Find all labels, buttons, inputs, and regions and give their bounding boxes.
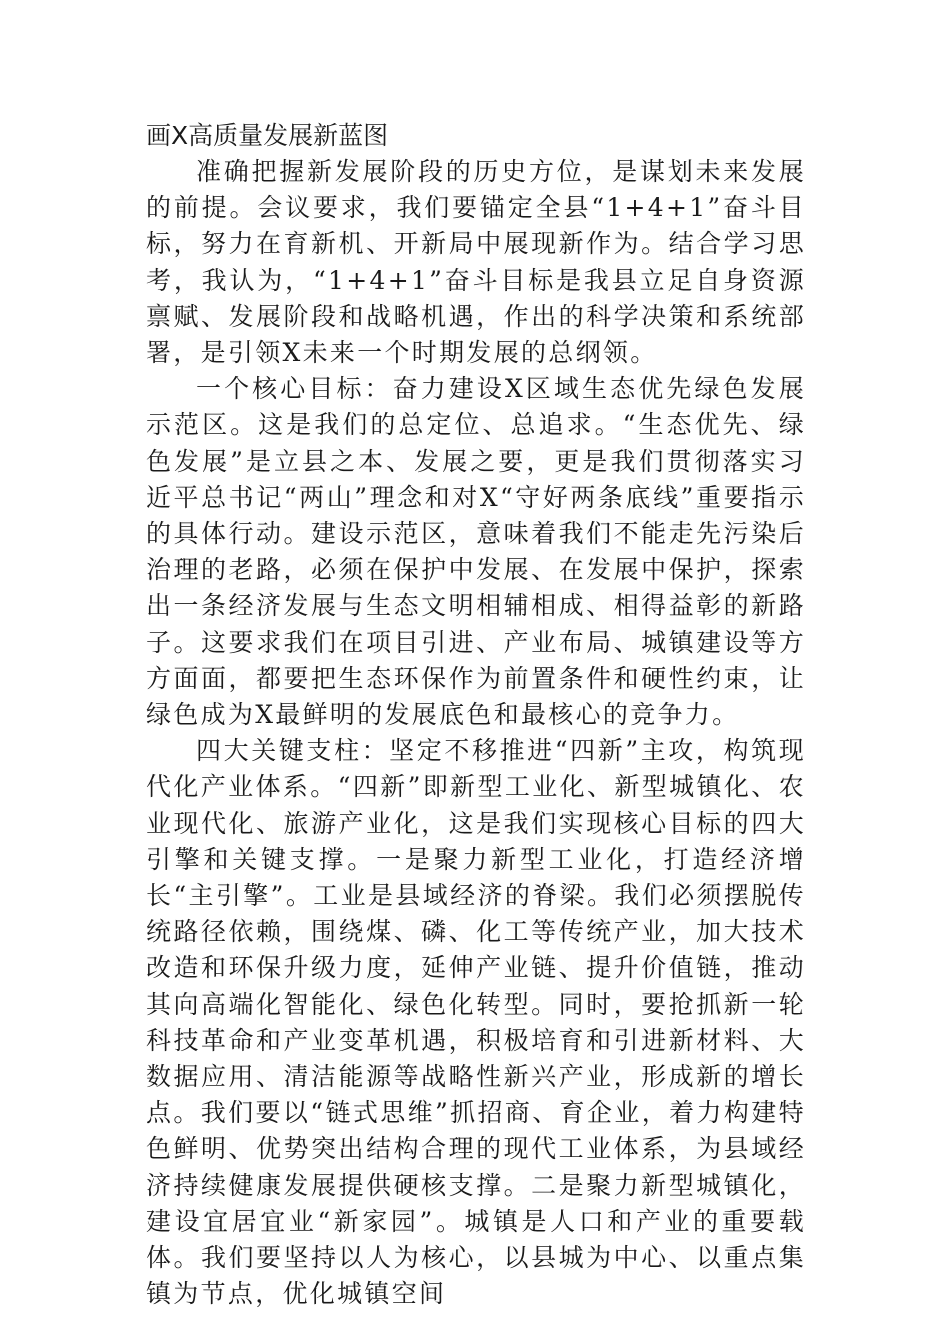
paragraph-core-goal: 一个核心目标：奋力建设X区域生态优先绿色发展示范区。这是我们的总定位、总追求。“生态优先、绿色发展”是立县之本、发展之要，更是我们贯彻落实习近平总书记“两山”理念和对X“守好两条底线”重要指示的具体行动。建设示范区，意味着我们不能走先污染后治理的老路，必须在保护中发展、在发展中保护，探索出一条经济发展与生态文明相辅相成、相得益彰的新路子。这要求我们在项目引进、产业布局、城镇建设等方方面面，都要把生态环保作为前置条件和硬性约束，让绿色成为X最鲜明的发展底色和最核心的竞争力。 xyxy=(146,374,806,730)
document-body xyxy=(146,118,806,1313)
document-heading: 画X高质量发展新蓝图 xyxy=(146,121,389,150)
paragraph-four-pillars: 四大关键支柱：坚定不移推进“四新”主攻，构筑现代化产业体系。“四新”即新型工业化、新型城镇化、农业现代化、旅游产业化，这是我们实现核心目标的四大引擎和关键支撑。一是聚力新型工业化，打造经济增长“主引擎”。工业是县域经济的脊梁。我们必须摆脱传统路径依赖，围绕煤、磷、化工等传统产业，加大技术改造和环保升级力度，延伸产业链、提升价值链，推动其向高端化智能化、绿色化转型。同时，要抢抓新一轮科技革命和产业变革机遇，积极培育和引进新材料、大数据应用、清洁能源等战略性新兴产业，形成新的增长点。我们要以“链式思维”抓招商、育企业，着力构建特色鲜明、优势突出结构合理的现代工业体系，为县域经济持续健康发展提供硬核支撑。二是聚力新型城镇化，建设宜居宜业“新家园”。城镇是人口和产业的重要载体。我们要坚持以人为核心，以县城为中心、以重点集镇为节点，优化城镇空间 xyxy=(146,736,806,1309)
paragraph-intro: 准确把握新发展阶段的历史方位，是谋划未来发展的前提。会议要求，我们要锚定全县“1+4+1”奋斗目标，努力在育新机、开新局中展现新作为。结合学习思考，我认为，“1+4+1”奋斗目标是我县立足自身资源禀赋、发展阶段和战略机遇，作出的科学决策和系统部署，是引领X未来一个时期发展的总纲领。 xyxy=(146,157,806,368)
